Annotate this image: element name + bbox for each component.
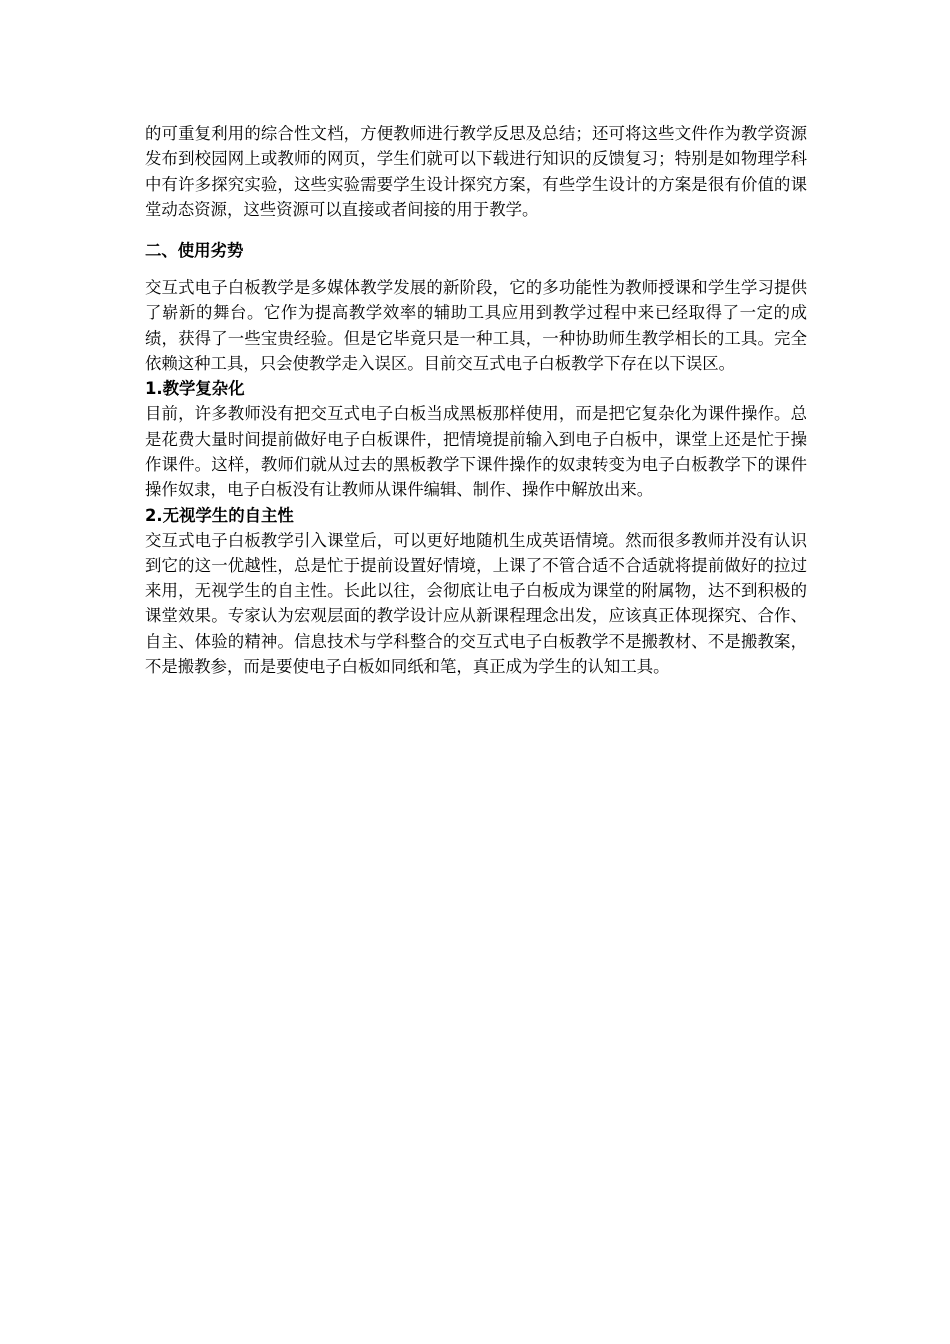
subsection-heading-2: 2.无视学生的自主性 (145, 505, 294, 525)
section-heading: 二、使用劣势 (145, 241, 244, 261)
subsection-paragraph-2: 交互式电子白板教学引入课堂后，可以更好地随机生成英语情境。然而很多教师并没有认识到它的这一优越性，总是忙于提前设置好情境，上课了不管合适不合适就将提前做好的拉过来用，无视学生的自主性。长此以往，会彻底让电子白板成为课堂的附属物，达不到积极的课堂效果。专家认为宏观层面的教学设计应从新课程理念出发，应该真正体现探究、合作、自主、体验的精神。信息技术与学科整合的交互式电子白板教学不是搬教材、不是搬教案，不是搬教参，而是要使电子白板如同纸和笔，真正成为学生的认知工具。 (145, 530, 807, 677)
subsection-heading-1: 1.教学复杂化 (145, 379, 245, 399)
intro-paragraph: 的可重复利用的综合性文档，方便教师进行教学反思及总结；还可将这些文件作为教学资源发布到校园网上或教师的网页，学生们就可以下载进行知识的反馈复习；特别是如物理学科中有许多探究实验，这些实验需要学生设计探究方案，有些学生设计的方案是很有价值的课堂动态资源，这些资源可以直接或者间接的用于教学。 (145, 124, 807, 219)
section-paragraph: 交互式电子白板教学是多媒体教学发展的新阶段，它的多功能性为教师授课和学生学习提供了崭新的舞台。它作为提高教学效率的辅助工具应用到教学过程中来已经取得了一定的成绩，获得了一些宝贵经验。但是它毕竟只是一种工具，一种协助师生教学相长的工具。完全依赖这种工具，只会使教学走入误区。目前交互式电子白板教学下存在以下误区。 (145, 278, 807, 374)
document-body (145, 121, 807, 679)
subsection-paragraph-1: 目前，许多教师没有把交互式电子白板当成黑板那样使用，而是把它复杂化为课件操作。总是花费大量时间提前做好电子白板课件，把情境提前输入到电子白板中，课堂上还是忙于操作课件。这样，教师们就从过去的黑板教学下课件操作的奴隶转变为电子白板教学下的课件操作奴隶，电子白板没有让教师从课件编辑、制作、操作中解放出来。 (145, 404, 807, 500)
